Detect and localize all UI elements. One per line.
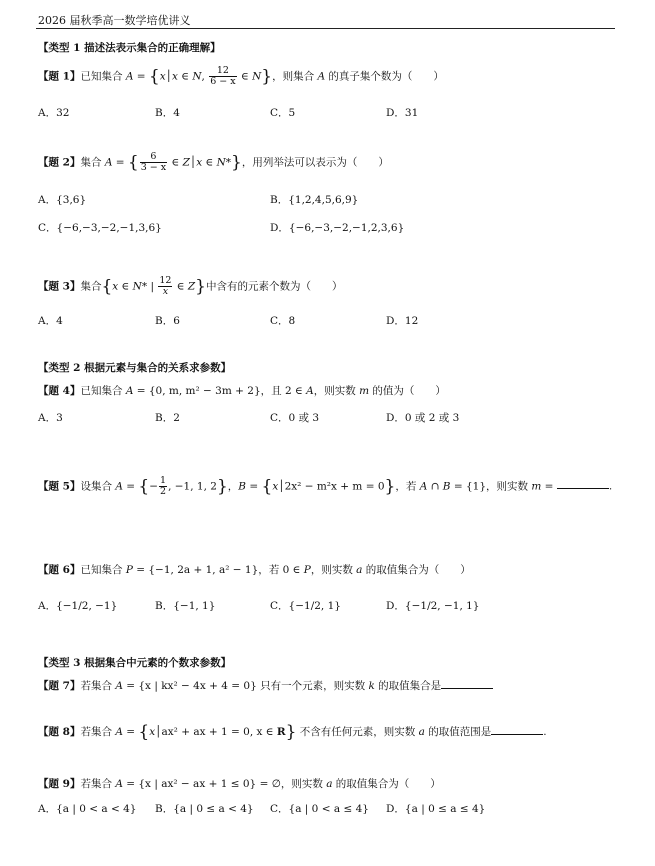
option-c: C．{−1/2, 1}	[270, 600, 341, 612]
option-c: C．{−6,−3,−2,−1,3,6}	[38, 222, 162, 234]
option-d: D．0 或 2 或 3	[386, 412, 460, 424]
section-title: 【类型 2 根据元素与集合的关系求参数】	[38, 362, 232, 374]
question-4: 【题 4】已知集合 A = {0, m, m² − 3m + 2}，且 2 ∈ A，则实数 m 的值为（ ）	[38, 385, 446, 397]
header-rule	[36, 28, 615, 29]
option-d: D．{a | 0 ≤ a ≤ 4}	[386, 803, 486, 815]
option-a: A．4	[38, 315, 63, 327]
answer-blank[interactable]	[491, 724, 543, 735]
question-9: 【题 9】若集合 A = {x | ax² − ax + 1 ≤ 0} = ∅，则实数 a 的取值集合为（ ）	[38, 778, 441, 790]
option-a: A．3	[38, 412, 63, 424]
section-title: 【类型 3 根据集合中元素的个数求参数】	[38, 657, 232, 669]
option-c: C．{a | 0 < a ≤ 4}	[270, 803, 369, 815]
question-1: 【题 1】已知集合 A = {x│x ∈ N, $\frac{12}{6 - x}$ ∈ N}，则集合 A 的真子集个数为（ ）	[38, 65, 444, 87]
option-d: D．12	[386, 315, 419, 327]
option-b: B．4	[155, 107, 180, 119]
page-header: 2026 届秋季高一数学培优讲义	[38, 14, 191, 27]
answer-blank[interactable]	[557, 478, 609, 489]
question-6: 【题 6】已知集合 P = {−1, 2a + 1, a² − 1}，若 0 ∈ P，则实数 a 的取值集合为（ ）	[38, 564, 471, 576]
question-7: 【题 7】若集合 A = {x | kx² − 4x + 4 = 0} 只有一个元素，则实数 k 的取值集合是	[38, 678, 493, 693]
option-b: B．{a | 0 ≤ a < 4}	[155, 803, 254, 815]
option-b: B．2	[155, 412, 180, 424]
option-a: A．{a | 0 < a < 4}	[38, 803, 137, 815]
option-a: A．{−1/2, −1}	[38, 600, 118, 612]
answer-blank[interactable]	[441, 678, 493, 689]
section-title: 【类型 1 描述法表示集合的正确理解】	[38, 42, 221, 54]
question-5: 【题 5】设集合 A = {− $\frac{1}{2}$ , −1, 1, 2}，B = {x│2x² − m²x + m = 0}，若 A ∩ B = {1}，则实数 m = .	[38, 475, 613, 497]
option-d: D．31	[386, 107, 419, 119]
option-d: D．{−1/2, −1, 1}	[386, 600, 480, 612]
option-b: B．{1,2,4,5,6,9}	[270, 194, 359, 206]
option-b: B．6	[155, 315, 180, 327]
option-a: A．32	[38, 107, 70, 119]
option-a: A．{3,6}	[38, 194, 87, 206]
option-b: B．{−1, 1}	[155, 600, 216, 612]
question-2: 【题 2】集合 A = { $\frac{6}{3 - x}$ ∈ Z│x ∈ N*}，用列举法可以表示为（ ）	[38, 151, 389, 173]
option-c: C．5	[270, 107, 296, 119]
option-d: D．{−6,−3,−2,−1,2,3,6}	[270, 222, 405, 234]
question-8: 【题 8】若集合 A = {x│ax² + ax + 1 = 0, x ∈ R} 不含有任何元素，则实数 a 的取值范围是 .	[38, 722, 547, 742]
option-c: C．8	[270, 315, 296, 327]
question-3: 【题 3】集合{x ∈ N* | $\frac{12}{x}$ ∈ Z}中含有的元素个数为（ ）	[38, 275, 343, 297]
option-c: C．0 或 3	[270, 412, 320, 424]
